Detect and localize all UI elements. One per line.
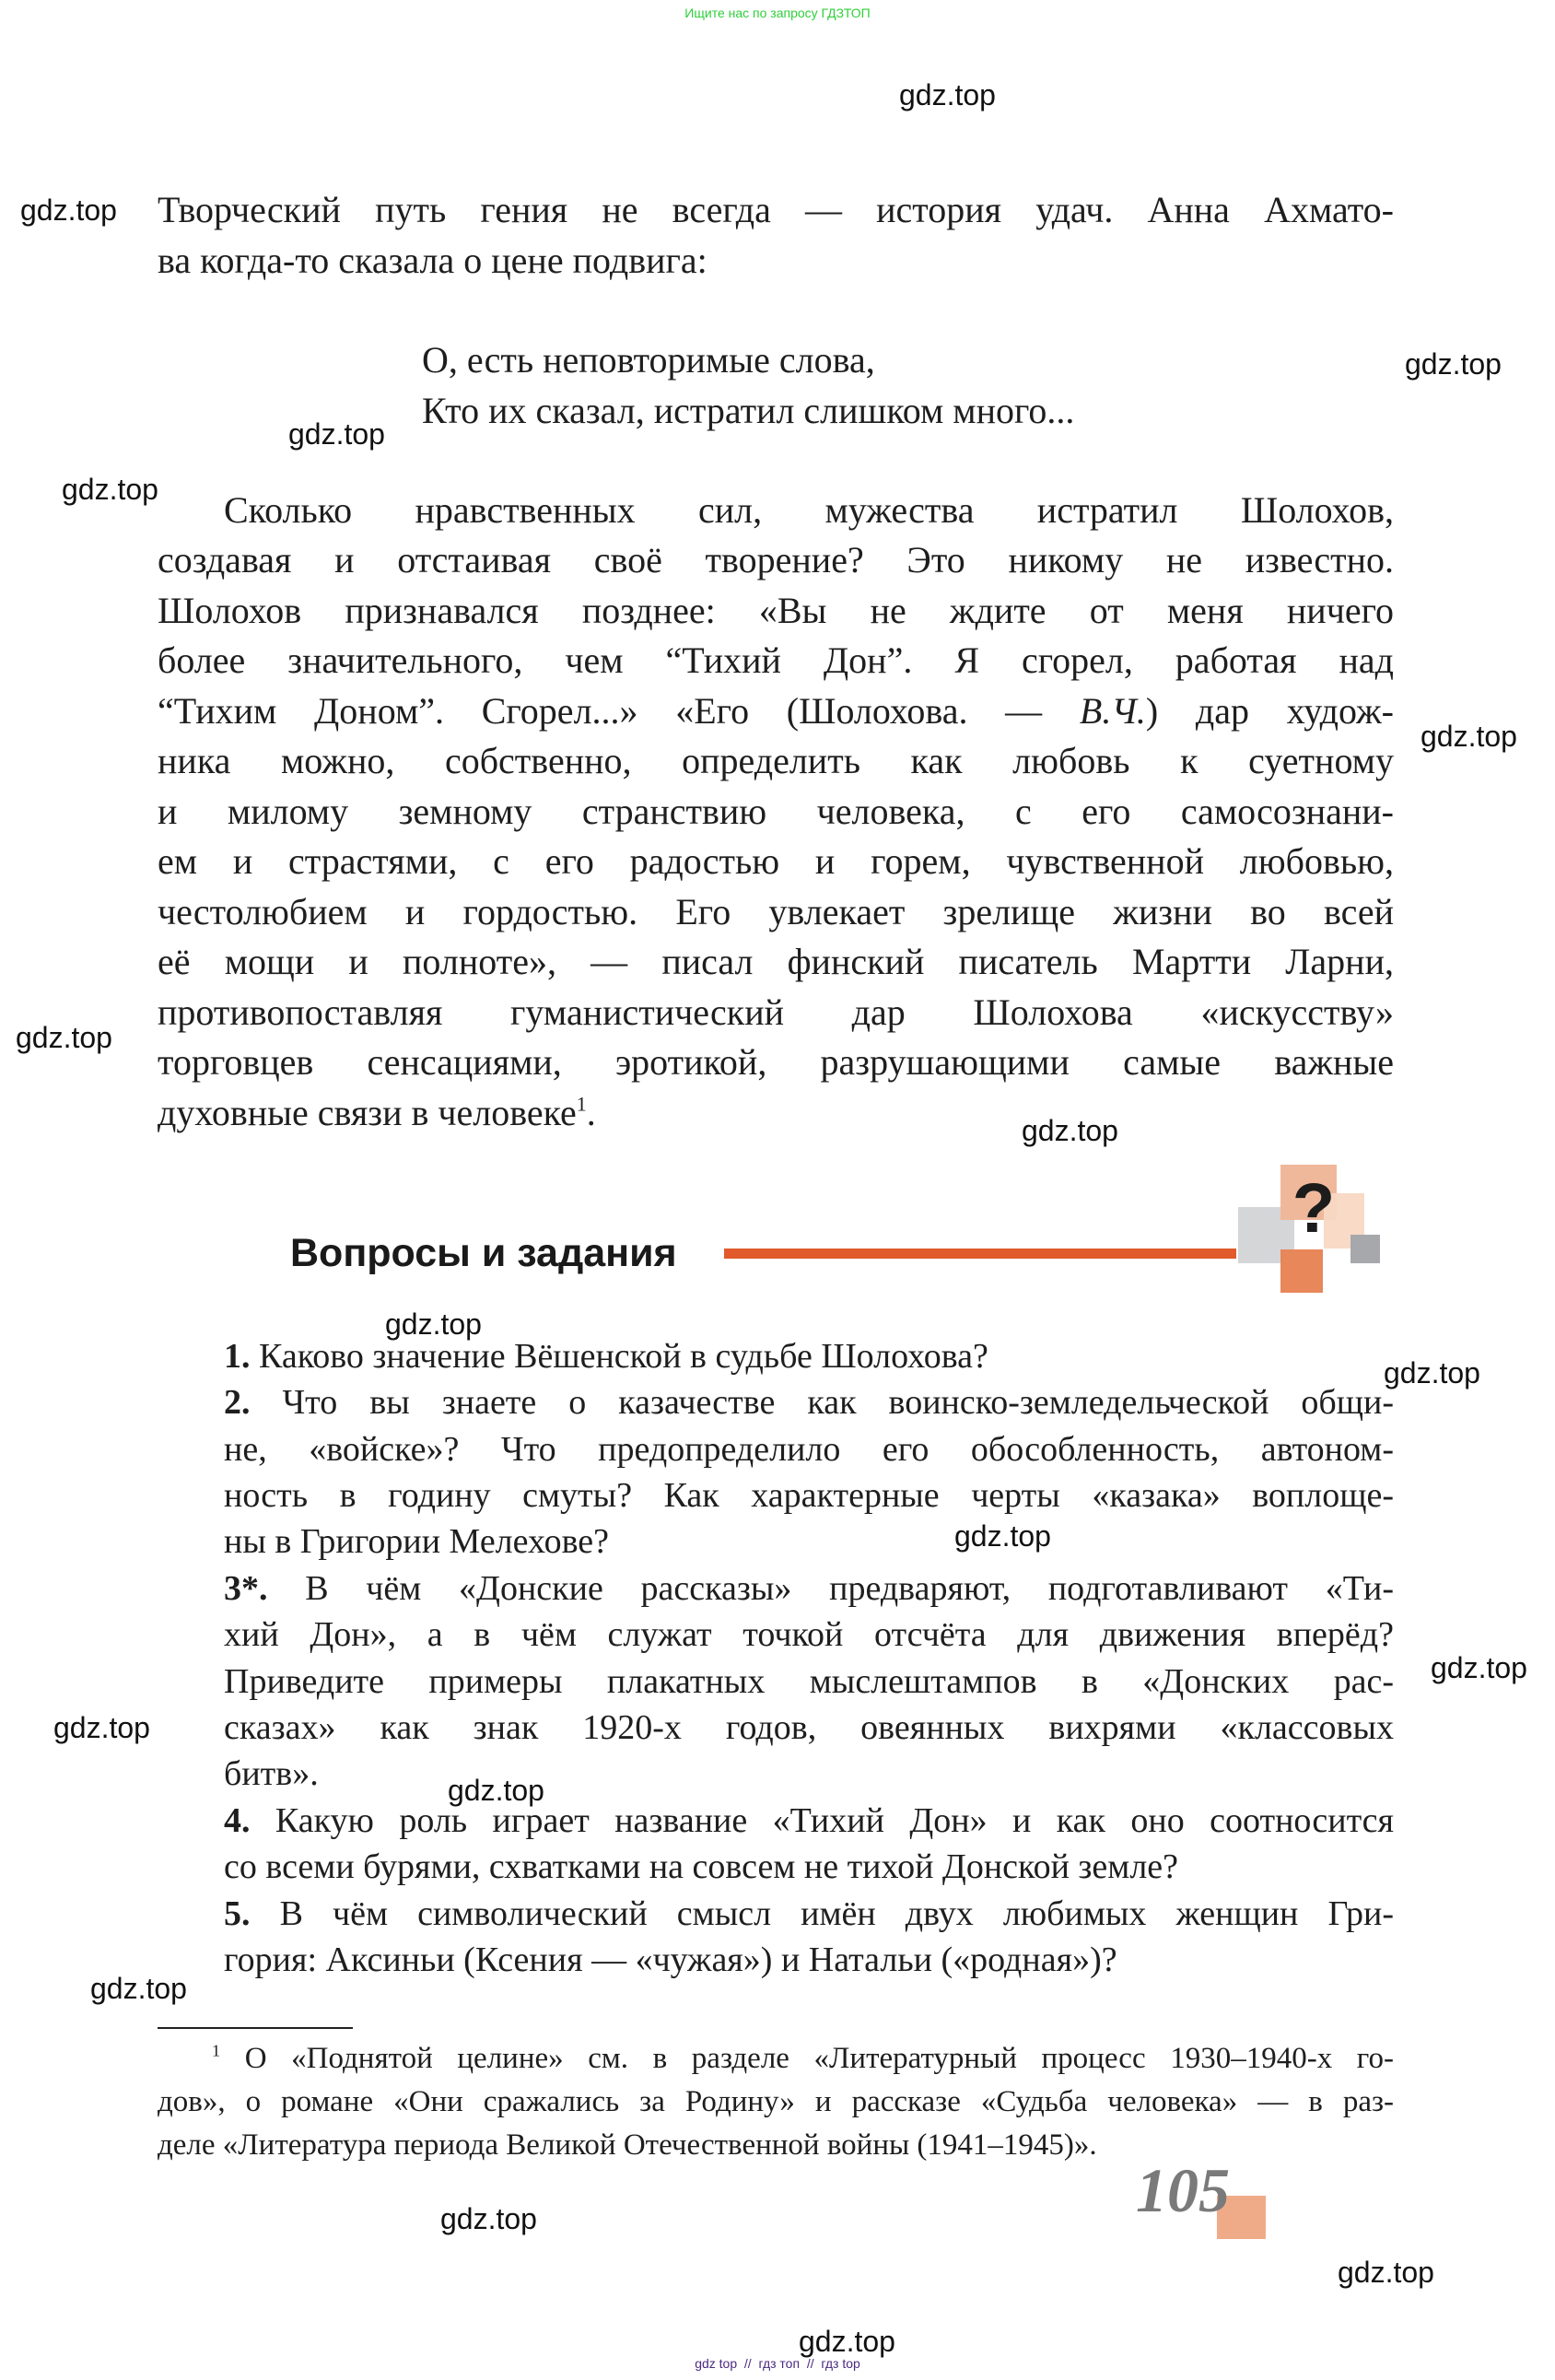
- poem-line: О, есть неповторимые слова,: [422, 339, 875, 381]
- watermark: gdz.top: [90, 1972, 187, 2005]
- text: Какую роль играет название «Тихий Дон» и как оно соотносится: [275, 1801, 1394, 1840]
- question-line: Приведите примеры плакатных мыслештампов в «Донских рас-: [224, 1662, 1394, 1701]
- question-number: 1.: [224, 1337, 251, 1376]
- watermark: gdz.top: [899, 78, 996, 111]
- text: В чём «Донские рассказы» предваряют, подготавливают «Ти-: [305, 1569, 1394, 1608]
- watermark: gdz.top: [1421, 720, 1517, 753]
- question-line: ны в Григории Мелехове?: [224, 1522, 610, 1561]
- question-line: со всеми бурями, схватками на совсем не тихой Донской земле?: [224, 1847, 1179, 1886]
- question-line: хий Дон», а в чём служат точкой отсчёта для движения вперёд?: [224, 1615, 1394, 1654]
- paragraph-line: Творческий путь гения не всегда — история удач. Анна Ахмато-: [158, 189, 1394, 230]
- paragraph-line: честолюбием и гордостью. Его увлекает зрелище жизни во всей: [158, 891, 1394, 932]
- footnote-line: [212, 2037, 1394, 2080]
- paragraph-line: противопоставляя гуманистический дар Шолохова «искусству»: [158, 991, 1394, 1033]
- author-initials: В.Ч.: [1079, 690, 1146, 732]
- watermark: gdz.top: [1022, 1114, 1118, 1147]
- paragraph-line: создавая и отстаивая своё творение? Это никому не известно.: [158, 539, 1394, 580]
- question-number: 3*.: [224, 1569, 268, 1608]
- paragraph-line: ника можно, собственно, определить как любовь к суетному: [158, 740, 1394, 781]
- watermark: gdz.top: [1384, 1356, 1480, 1389]
- text: духовные связи в человеке: [158, 1092, 577, 1133]
- watermark: gdz.top: [16, 1021, 112, 1054]
- watermark: gdz.top: [1431, 1651, 1527, 1684]
- footnote-line: дов», о романе «Они сражались за Родину» и рассказе «Судьба человека» — в раз-: [158, 2085, 1394, 2118]
- question-line: [224, 1798, 1394, 1844]
- watermark: gdz.top: [20, 193, 117, 227]
- top-banner: Ищите нас по запросу ГДЗТОП: [684, 6, 871, 20]
- question-line: [224, 1891, 1394, 1937]
- question-line: битв».: [224, 1754, 319, 1793]
- text: Каково значение Вёшенской в судьбе Шолохова?: [259, 1337, 988, 1376]
- paragraph-line: торговцев сенсациями, эротикой, разрушающими самые важные: [158, 1041, 1394, 1083]
- text: О «Поднятой целине» см. в разделе «Литературный процесс 1930–1940-х го-: [244, 2042, 1395, 2075]
- watermark: gdz.top: [440, 2202, 537, 2235]
- question-number: 2.: [224, 1383, 251, 1422]
- watermark: gdz.top: [385, 1307, 482, 1341]
- heading-accent-bar: [724, 1249, 1236, 1259]
- question-line: ность в годину смуты? Как характерные черты «казака» воплоще-: [224, 1476, 1394, 1515]
- text: “Тихим Доном”. Сгорел...» «Его (Шолохова. —: [158, 690, 1080, 732]
- question-line: [224, 1379, 1394, 1425]
- question-line: гория: Аксиньи (Ксения — «чужая») и Натальи («родная»)?: [224, 1940, 1117, 1979]
- footnote-mark: 1: [212, 2041, 221, 2060]
- text: Что вы знаете о казачестве как воинско-земледельческой общи-: [282, 1383, 1394, 1422]
- paragraph-line: и милому земному странствию человека, с его самосознани-: [158, 791, 1394, 832]
- footnote-line: деле «Литература периода Великой Отечественной войны (1941–1945)».: [158, 2128, 1097, 2162]
- question-line: [224, 1333, 1394, 1379]
- section-heading: Вопросы и задания: [290, 1231, 677, 1275]
- paragraph-line: Шолохов признавался позднее: «Вы не ждите от меня ничего: [158, 590, 1394, 631]
- watermark: gdz.top: [62, 473, 158, 506]
- page-number: 105: [1136, 2155, 1230, 2225]
- question-number: 5.: [224, 1894, 251, 1933]
- watermark: gdz.top: [53, 1711, 150, 1744]
- watermark: gdz.top: [954, 1519, 1051, 1553]
- paragraph-line: ем и страстями, с его радостью и горем, чувственной любовью,: [158, 840, 1394, 882]
- text: .: [586, 1092, 596, 1133]
- watermark: gdz.top: [448, 1774, 544, 1807]
- watermark: gdz.top: [288, 417, 385, 451]
- paragraph-line: Сколько нравственных сил, мужества истратил Шолохов,: [224, 489, 1394, 531]
- paragraph-line: ва когда-то сказала о цене подвига:: [158, 240, 707, 281]
- footer-text: gdz top // гдз топ // гдз top: [695, 2356, 860, 2371]
- question-line: сказах» как знак 1920-х годов, овеянных вихрями «классовых: [224, 1708, 1394, 1747]
- paragraph-line: более значительного, чем “Тихий Дон”. Я сгорел, работая над: [158, 639, 1394, 681]
- footnote-divider: [158, 2027, 353, 2029]
- watermark: gdz.top: [1338, 2256, 1434, 2289]
- poem-line: Кто их сказал, истратил слишком много...: [422, 390, 1075, 431]
- paragraph-line: её мощи и полноте», — писал финский писатель Мартти Ларни,: [158, 941, 1394, 982]
- question-line: не, «войске»? Что предопределило его обособленность, автоном-: [224, 1430, 1394, 1469]
- watermark: gdz.top: [1405, 347, 1502, 381]
- text: ) дар худож-: [1145, 690, 1394, 732]
- footnote-reference[interactable]: 1: [576, 1092, 587, 1116]
- paragraph-line: [158, 686, 1394, 736]
- question-line: [224, 1565, 1394, 1612]
- text: В чём символический смысл имён двух любимых женщин Гри-: [279, 1894, 1395, 1933]
- watermark: gdz.top: [799, 2325, 895, 2358]
- question-number: 4.: [224, 1801, 251, 1840]
- paragraph-line: [158, 1088, 1394, 1138]
